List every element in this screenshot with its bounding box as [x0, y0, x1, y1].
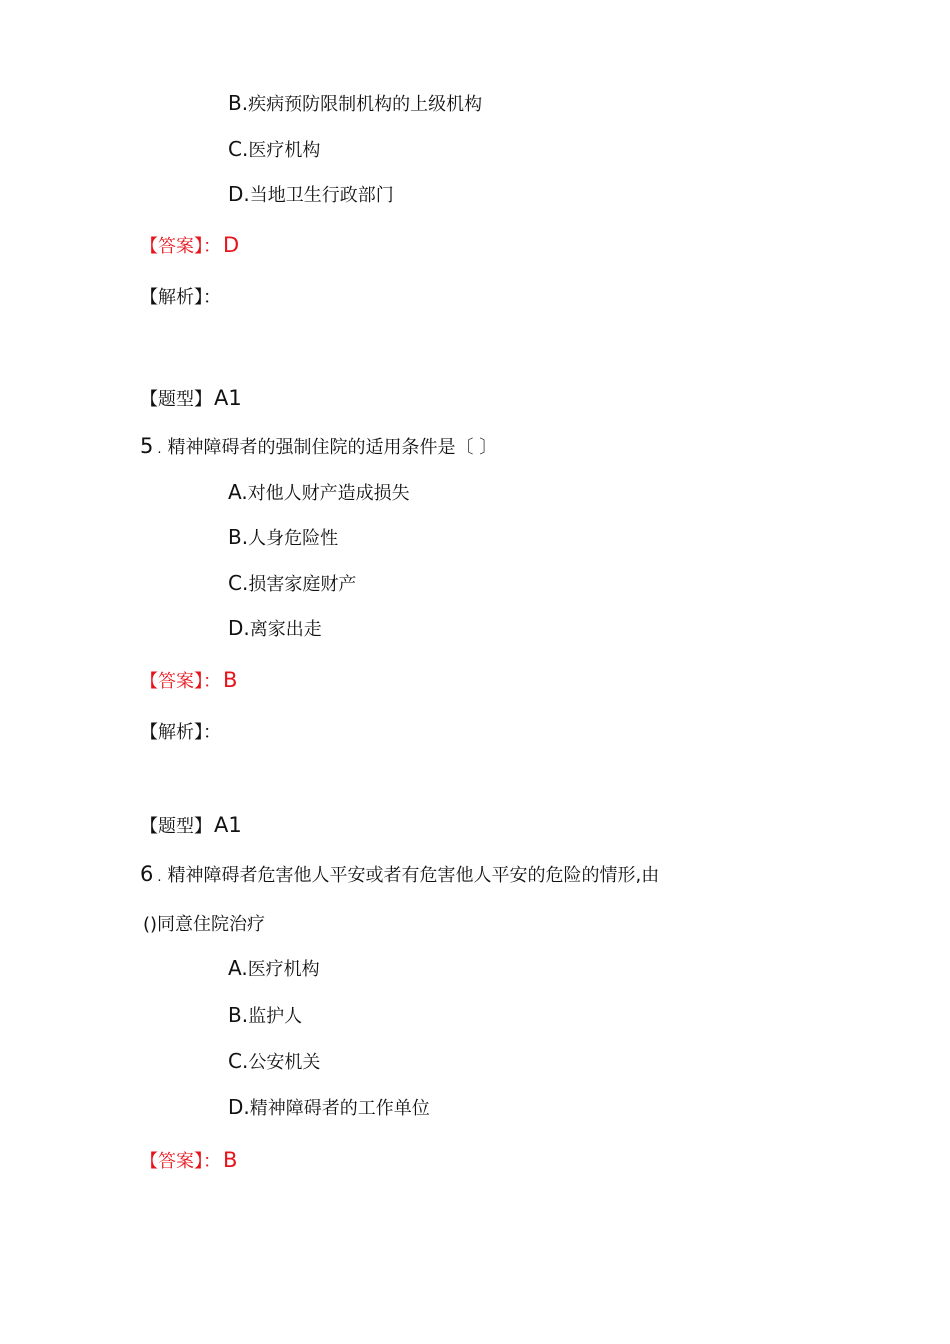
option-text: 人身危险性 [248, 528, 339, 549]
q5-option-c [228, 573, 356, 594]
option-text: 疾病预防限制机构的上级机构 [248, 94, 483, 115]
option-letter: D. [228, 182, 250, 206]
option-text: 当地卫生行政部门 [249, 185, 394, 206]
q5-option-d [228, 618, 322, 639]
q4-option-b [228, 93, 482, 114]
type-label: 【题型】 [140, 389, 212, 410]
question-text: 精神障碍者的强制住院的适用条件是〔 〕 [167, 437, 498, 458]
type-value: A1 [214, 386, 242, 410]
question-dot: . [157, 442, 162, 457]
answer-label: 【答案】： [140, 1151, 221, 1172]
q5-answer [140, 670, 237, 691]
option-text: 离家出走 [249, 619, 322, 640]
question-number: 6 [140, 862, 154, 886]
option-letter: C. [228, 1049, 249, 1073]
option-text: 对他人财产造成损失 [247, 483, 410, 504]
option-letter: D. [228, 616, 250, 640]
option-text: 精神障碍者的工作单位 [249, 1098, 430, 1119]
option-text: 公安机关 [248, 1052, 321, 1073]
q6-answer [140, 1150, 237, 1171]
option-letter: A. [228, 956, 248, 980]
type-label: 【题型】 [140, 816, 212, 837]
q6-option-d [228, 1097, 430, 1118]
option-letter: D. [228, 1095, 250, 1119]
q6-option-b [228, 1005, 302, 1026]
type-value: A1 [214, 813, 242, 837]
q6-stem-continuation: ()同意住院治疗 [143, 914, 266, 935]
q4-option-d [228, 184, 394, 205]
question-number: 5 [140, 434, 154, 458]
answer-label: 【答案】： [140, 236, 221, 257]
option-text: 医疗机构 [247, 959, 320, 980]
option-text: 监护人 [248, 1006, 303, 1027]
answer-value: D [223, 233, 240, 257]
question-text: 精神障碍者危害他人平安或者有危害他人平安的危险的情形,由 [167, 865, 660, 886]
answer-value: B [223, 1148, 238, 1172]
option-letter: C. [228, 137, 249, 161]
q5-option-b [228, 527, 338, 548]
q5-type [140, 388, 242, 409]
option-text: 损害家庭财产 [248, 574, 357, 595]
q5-stem [140, 436, 497, 457]
q5-analysis-label: 【解析】： [140, 722, 221, 743]
option-letter: B. [228, 91, 249, 115]
question-dot: . [157, 870, 162, 885]
option-letter: B. [228, 1003, 249, 1027]
answer-value: B [223, 668, 238, 692]
q6-stem [140, 864, 659, 885]
q4-analysis-label: 【解析】： [140, 287, 221, 308]
q6-type [140, 815, 242, 836]
option-text: 医疗机构 [248, 140, 321, 161]
q4-option-c [228, 139, 320, 160]
option-letter: C. [228, 571, 249, 595]
option-letter: A. [228, 480, 248, 504]
q5-option-a [228, 482, 410, 503]
q6-option-c [228, 1051, 320, 1072]
answer-label: 【答案】： [140, 671, 221, 692]
option-letter: B. [228, 525, 249, 549]
q4-answer [140, 235, 239, 256]
q6-option-a [228, 958, 320, 979]
